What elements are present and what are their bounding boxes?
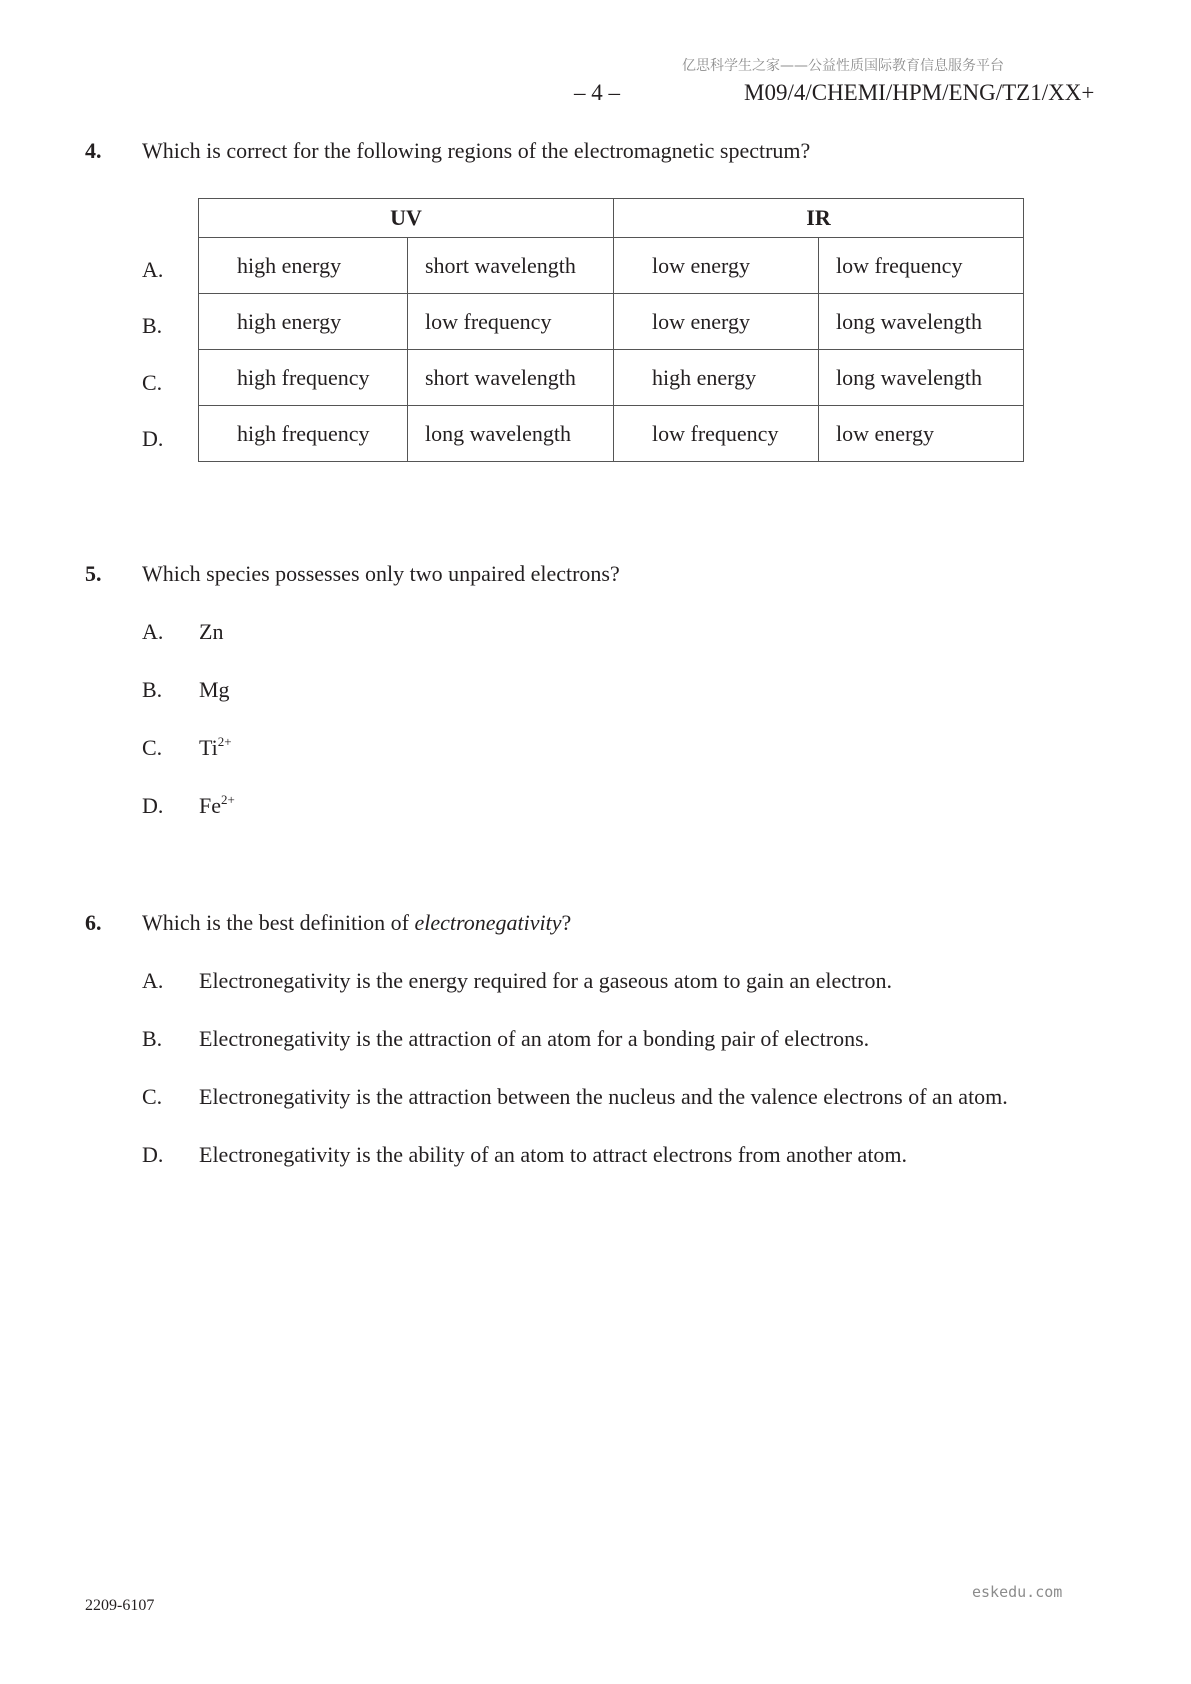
q6-number: 6. bbox=[85, 910, 102, 935]
q6-option-letter: A. bbox=[142, 968, 164, 993]
table-cell: long wavelength bbox=[819, 350, 1024, 406]
q5-option-letter: D. bbox=[142, 793, 164, 818]
q6-option-c: Electronegativity is the attraction between the nucleus and the valence electrons of an atom. bbox=[199, 1084, 1008, 1109]
table-row bbox=[199, 350, 1024, 406]
q6-option-letter: C. bbox=[142, 1084, 163, 1109]
table-cell: high energy bbox=[199, 294, 408, 350]
q6-text-after: ? bbox=[561, 910, 572, 935]
q5-option-d bbox=[199, 793, 235, 819]
q6-option-d: Electronegativity is the ability of an atom to attract electrons from another atom. bbox=[199, 1142, 908, 1167]
paper-code: M09/4/CHEMI/HPM/ENG/TZ1/XX+ bbox=[744, 80, 1095, 105]
q5-option-letter: B. bbox=[142, 677, 163, 702]
q4-option-letter: C. bbox=[142, 370, 163, 395]
table-cell: low energy bbox=[614, 294, 819, 350]
q5-text: Which species possesses only two unpaired electrons? bbox=[142, 561, 620, 586]
table-cell: long wavelength bbox=[819, 294, 1024, 350]
col-header-ir: IR bbox=[614, 199, 1024, 238]
table-cell: low energy bbox=[819, 406, 1024, 462]
q5-option-letter: C. bbox=[142, 735, 163, 760]
q4-option-letter: B. bbox=[142, 313, 163, 338]
q6-option-b: Electronegativity is the attraction of an atom for a bonding pair of electrons. bbox=[199, 1026, 870, 1051]
species-symbol: Ti bbox=[199, 735, 218, 760]
table-cell: high frequency bbox=[199, 350, 408, 406]
q4-table bbox=[198, 198, 1024, 462]
q5-number: 5. bbox=[85, 561, 102, 586]
footer-code: 2209-6107 bbox=[85, 1597, 155, 1614]
table-cell: low energy bbox=[614, 238, 819, 294]
q4-option-letter: D. bbox=[142, 426, 164, 451]
q6-text bbox=[142, 910, 571, 936]
watermark-bottom: eskedu.com bbox=[972, 1583, 1063, 1601]
q4-option-letter: A. bbox=[142, 257, 164, 282]
q4-text: Which is correct for the following regions of the electromagnetic spectrum? bbox=[142, 138, 811, 163]
table-cell: short wavelength bbox=[408, 350, 614, 406]
q6-text-before: Which is the best definition of bbox=[142, 910, 415, 935]
table-cell: low frequency bbox=[408, 294, 614, 350]
q5-option-a bbox=[199, 619, 223, 645]
table-cell: high frequency bbox=[199, 406, 408, 462]
page-number: – 4 – bbox=[574, 80, 620, 105]
table-cell: short wavelength bbox=[408, 238, 614, 294]
table-row bbox=[199, 406, 1024, 462]
table-cell: high energy bbox=[614, 350, 819, 406]
ion-charge: 2+ bbox=[217, 734, 232, 749]
table-cell: long wavelength bbox=[408, 406, 614, 462]
col-header-uv: UV bbox=[199, 199, 614, 238]
q5-option-letter: A. bbox=[142, 619, 164, 644]
ion-charge: 2+ bbox=[221, 792, 235, 807]
table-cell: low frequency bbox=[819, 238, 1024, 294]
q6-option-letter: B. bbox=[142, 1026, 163, 1051]
table-row bbox=[199, 294, 1024, 350]
table-row bbox=[199, 238, 1024, 294]
species-symbol: Zn bbox=[199, 619, 224, 644]
species-symbol: Fe bbox=[199, 793, 221, 818]
species-symbol: Mg bbox=[199, 677, 230, 702]
q6-option-a: Electronegativity is the energy required for a gaseous atom to gain an electron. bbox=[199, 968, 892, 993]
q5-option-b bbox=[199, 677, 230, 703]
table-cell: low frequency bbox=[614, 406, 819, 462]
q4-number: 4. bbox=[85, 138, 102, 163]
q6-option-letter: D. bbox=[142, 1142, 164, 1167]
q6-term: electronegativity bbox=[414, 910, 562, 935]
table-header-row bbox=[199, 199, 1024, 238]
q5-option-c bbox=[199, 735, 232, 761]
table-cell: high energy bbox=[199, 238, 408, 294]
watermark-top: 亿思科学生之家——公益性质国际教育信息服务平台 bbox=[682, 58, 1004, 74]
